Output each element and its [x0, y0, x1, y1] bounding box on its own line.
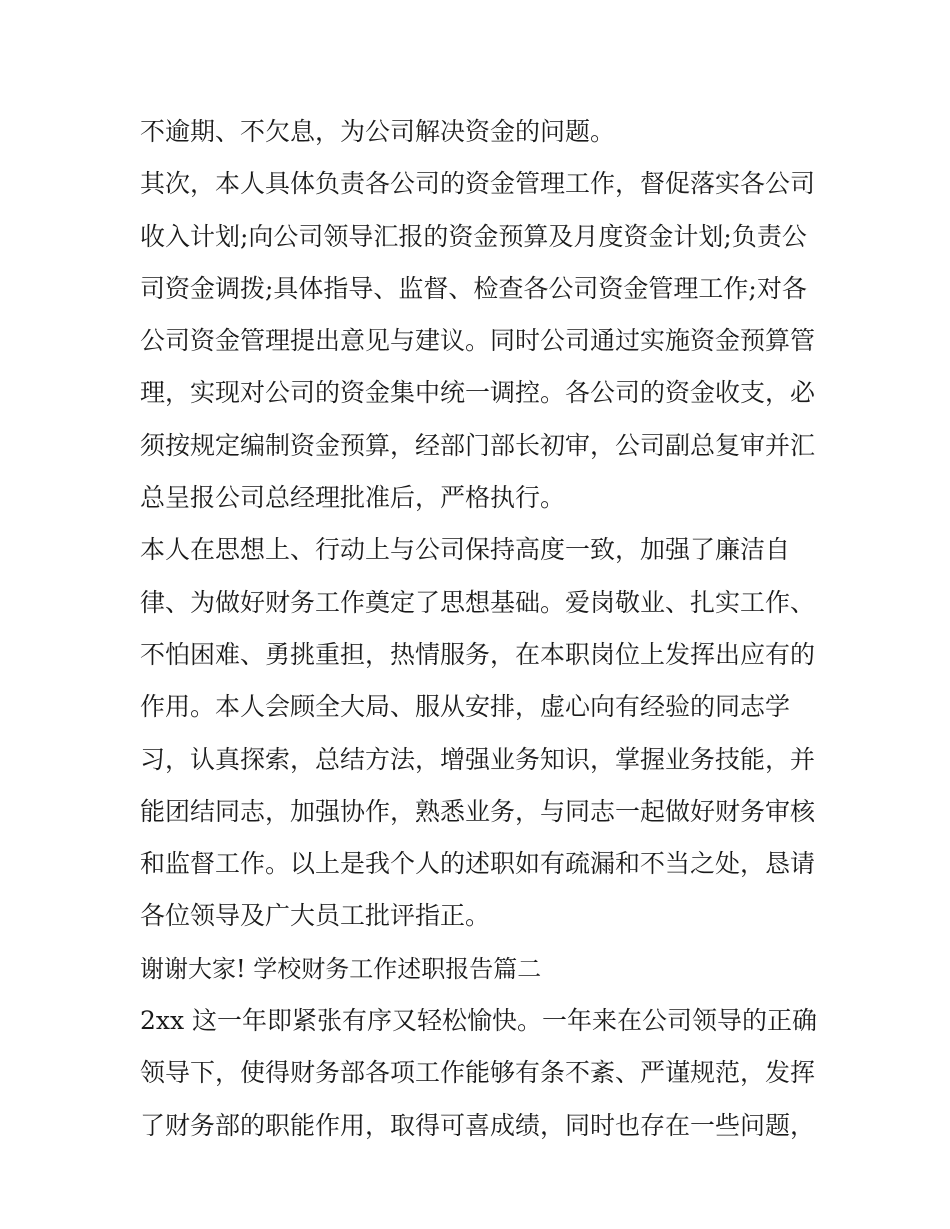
text-line: 须按规定编制资金预算，经部门部长初审，公司副总复审并汇 [140, 430, 816, 460]
text-line: 作用。本人会顾全大局、服从安排，虚心向有经验的同志学 [140, 692, 791, 722]
text-line: 习，认真探索，总结方法，增强业务知识，掌握业务技能，并 [140, 744, 816, 774]
text-line: 能团结同志，加强协作，熟悉业务，与同志一起做好财务审核 [140, 796, 816, 826]
text-line: 司资金调拨;具体指导、监督、检查各公司资金管理工作;对各 [140, 273, 807, 303]
text-line: 其次，本人具体负责各公司的资金管理工作，督促落实各公司 [140, 169, 816, 199]
text-line: 领导下，使得财务部各项工作能够有条不紊、严谨规范，发挥 [140, 1058, 816, 1088]
text-line: 律、为做好财务工作奠定了思想基础。爱岗敬业、扎实工作、 [140, 587, 816, 617]
text-line: 公司资金管理提出意见与建议。同时公司通过实施资金预算管 [140, 326, 816, 356]
text-line: 不逾期、不欠息，为公司解决资金的问题。 [140, 117, 616, 146]
text-line: 和监督工作。以上是我个人的述职如有疏漏和不当之处，恳请 [140, 849, 816, 879]
text-line: 理，实现对公司的资金集中统一调控。各公司的资金收支，必 [140, 378, 816, 408]
text-line: 了财务部的职能作用，取得可喜成绩，同时也存在一些问题， [140, 1110, 816, 1140]
document-body [140, 106, 820, 1152]
text-line: 2xx 这一年即紧张有序又轻松愉快。一年来在公司领导的正确 [140, 1006, 818, 1036]
text-line: 各位领导及广大员工批评指正。 [140, 901, 491, 931]
section-heading-line: 谢谢大家! 学校财务工作述职报告篇二 [140, 954, 542, 983]
text-line: 本人在思想上、行动上与公司保持高度一致，加强了廉洁自 [140, 535, 791, 565]
text-line: 不怕困难、勇挑重担，热情服务，在本职岗位上发挥出应有的 [140, 639, 816, 669]
text-line: 总呈报公司总经理批准后，严格执行。 [140, 483, 566, 513]
text-line: 收入计划;向公司领导汇报的资金预算及月度资金计划;负责公 [140, 221, 807, 251]
